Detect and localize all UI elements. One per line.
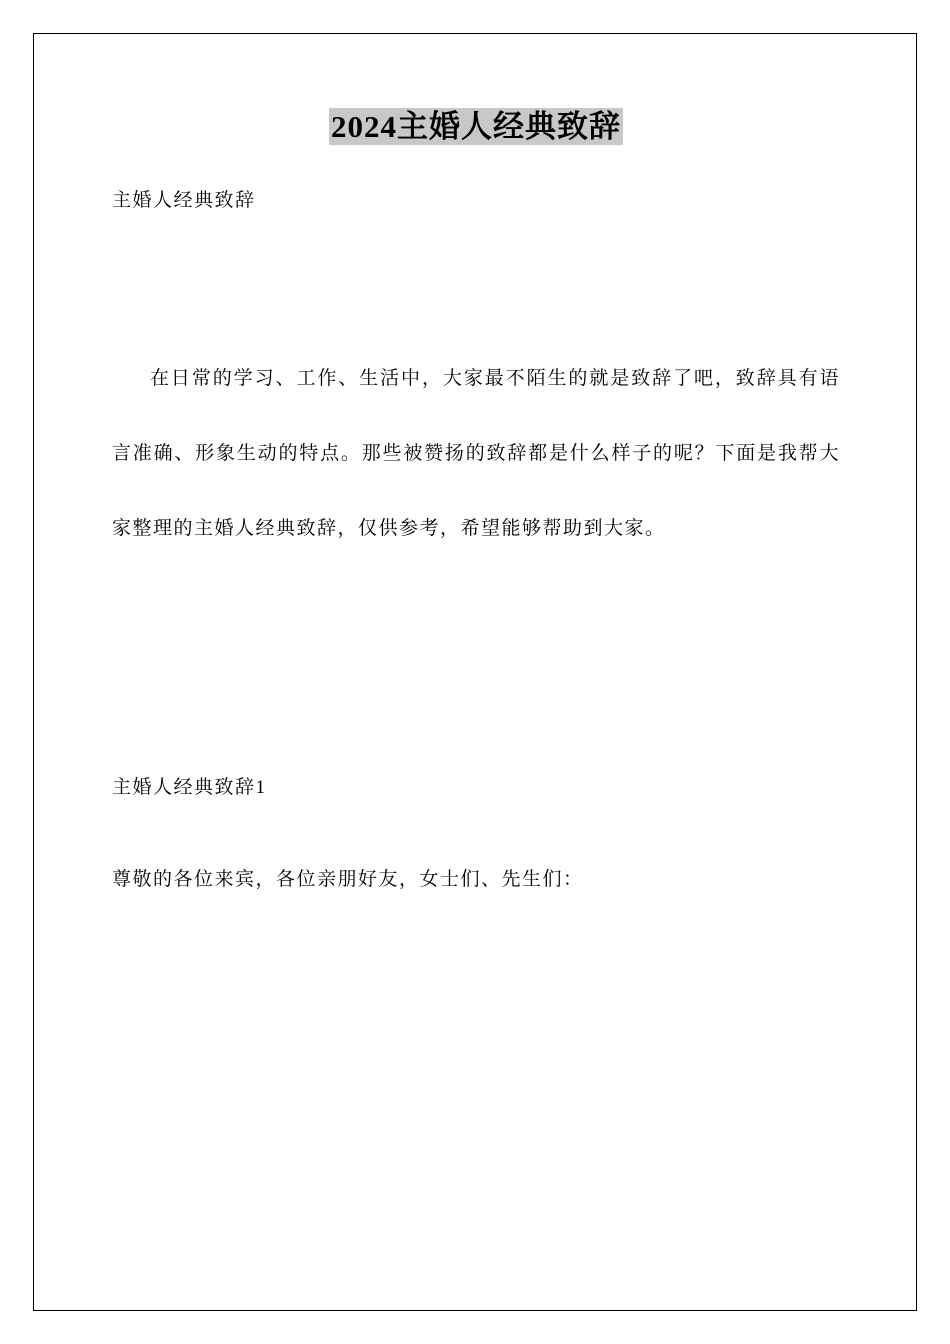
salutation-line: 尊敬的各位来宾，各位亲朋好友，女士们、先生们：: [112, 869, 584, 891]
spacer: [112, 585, 840, 773]
section-heading: 主婚人经典致辞1: [112, 776, 267, 798]
page-title: [112, 105, 840, 148]
spacer: [112, 148, 840, 186]
intro-paragraph: [112, 341, 840, 566]
document-content: [112, 105, 840, 896]
intro-paragraph-text: 在日常的学习、工作、生活中，大家最不陌生的就是致辞了吧，致辞具有语言准确、形象生动的特点。那些被赞扬的致辞都是什么样子的呢？下面是我帮大家整理的主婚人经典致辞，仅供参考，希望能够帮助到大家。: [112, 367, 840, 539]
document-subtitle: 主婚人经典致辞: [112, 190, 256, 212]
spacer: [112, 803, 840, 865]
page-title-text: 2024主婚人经典致辞: [331, 109, 621, 144]
spacer: [112, 217, 840, 322]
